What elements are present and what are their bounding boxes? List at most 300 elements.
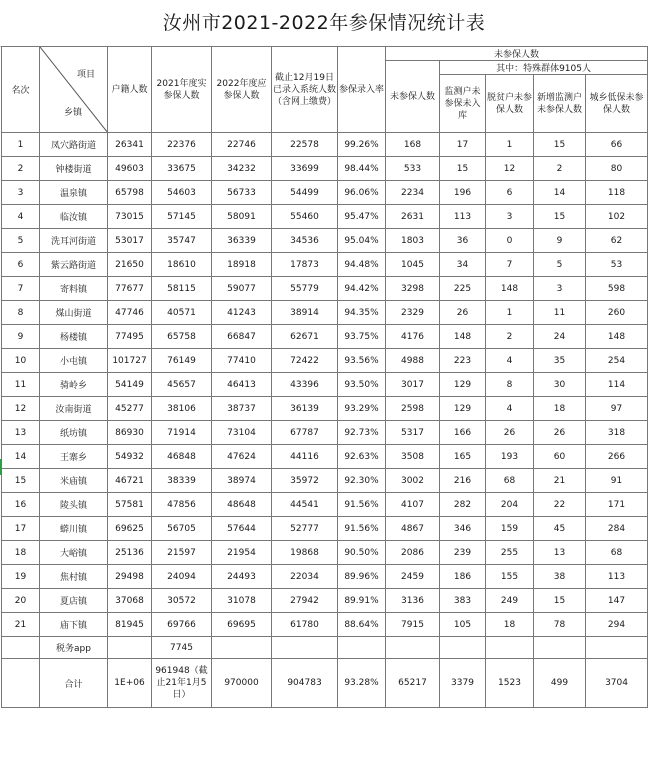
cell-rate: 93.50%: [338, 373, 386, 397]
cell-enrolled-2021: 38339: [152, 469, 212, 493]
cell-households: 29498: [108, 565, 152, 589]
total-poverty: 1523: [486, 659, 534, 708]
cell-rate: 91.56%: [338, 517, 386, 541]
table-row: [2, 397, 648, 421]
tax-row-blank: [338, 637, 386, 659]
cell-enrolled-2021: 18610: [152, 253, 212, 277]
total-new-monitor: 499: [534, 659, 586, 708]
cell-entered: 38914: [272, 301, 338, 325]
cell-rate: 94.35%: [338, 301, 386, 325]
cell-entered: 33699: [272, 157, 338, 181]
header-township: 乡镇: [64, 108, 83, 118]
cell-households: 69625: [108, 517, 152, 541]
cell-entered: 22034: [272, 565, 338, 589]
cell-entered: 52777: [272, 517, 338, 541]
cell-low-income: 91: [586, 469, 648, 493]
cell-new-monitor: 22: [534, 493, 586, 517]
table-row: [2, 493, 648, 517]
cell-low-income: 254: [586, 349, 648, 373]
cell-monitor: 36: [440, 229, 486, 253]
total-label: 合计: [40, 659, 108, 708]
cell-not-enrolled: 3298: [386, 277, 440, 301]
tax-row-blank: [212, 637, 272, 659]
cell-entered: 72422: [272, 349, 338, 373]
tax-row-blank: [586, 637, 648, 659]
cell-township: 陵头镇: [40, 493, 108, 517]
cell-enrolled-2021: 57145: [152, 205, 212, 229]
cell-new-monitor: 35: [534, 349, 586, 373]
cell-entered: 17873: [272, 253, 338, 277]
cell-enrolled-2021: 76149: [152, 349, 212, 373]
cell-new-monitor: 78: [534, 613, 586, 637]
cell-township: 夏店镇: [40, 589, 108, 613]
cell-not-enrolled: 533: [386, 157, 440, 181]
cell-low-income: 97: [586, 397, 648, 421]
cell-enrolled-2021: 30572: [152, 589, 212, 613]
cell-should-2022: 18918: [212, 253, 272, 277]
cell-township: 蟒川镇: [40, 517, 108, 541]
cell-monitor: 129: [440, 373, 486, 397]
table-row: [2, 613, 648, 637]
cell-poverty: 4: [486, 349, 534, 373]
table-row: [2, 253, 648, 277]
table-row: [2, 277, 648, 301]
tax-row-blank: [486, 637, 534, 659]
cell-rank: 3: [2, 181, 40, 205]
cell-new-monitor: 24: [534, 325, 586, 349]
cell-households: 45277: [108, 397, 152, 421]
cell-low-income: 118: [586, 181, 648, 205]
cell-poverty: 249: [486, 589, 534, 613]
cell-rank: 15: [2, 469, 40, 493]
cell-entered: 36139: [272, 397, 338, 421]
cell-monitor: 113: [440, 205, 486, 229]
cell-new-monitor: 15: [534, 589, 586, 613]
cell-new-monitor: 26: [534, 421, 586, 445]
table-row: [2, 589, 648, 613]
cell-should-2022: 38974: [212, 469, 272, 493]
cell-township: 焦村镇: [40, 565, 108, 589]
cell-township: 紫云路街道: [40, 253, 108, 277]
table-row: [2, 373, 648, 397]
header-special-note: 其中：特殊群体9105人: [440, 61, 648, 75]
cell-rate: 98.44%: [338, 157, 386, 181]
cell-entered: 34536: [272, 229, 338, 253]
cell-rank: 17: [2, 517, 40, 541]
cell-not-enrolled: 4176: [386, 325, 440, 349]
cell-poverty: 204: [486, 493, 534, 517]
cell-poverty: 193: [486, 445, 534, 469]
cell-entered: 22578: [272, 133, 338, 157]
cell-enrolled-2021: 21597: [152, 541, 212, 565]
cell-monitor: 166: [440, 421, 486, 445]
cell-households: 49603: [108, 157, 152, 181]
cell-low-income: 171: [586, 493, 648, 517]
table-row: [2, 565, 648, 589]
cell-entered: 67787: [272, 421, 338, 445]
cell-rank: 12: [2, 397, 40, 421]
header-rate: 参保录入率: [338, 47, 386, 133]
cell-should-2022: 58091: [212, 205, 272, 229]
cell-poverty: 1: [486, 301, 534, 325]
cell-rank: 21: [2, 613, 40, 637]
table-row: [2, 349, 648, 373]
cell-poverty: 155: [486, 565, 534, 589]
cell-should-2022: 66847: [212, 325, 272, 349]
cell-low-income: 80: [586, 157, 648, 181]
cell-should-2022: 69695: [212, 613, 272, 637]
header-enrolled-2021: 2021年度实参保人数: [152, 47, 212, 133]
cell-monitor: 34: [440, 253, 486, 277]
cell-should-2022: 38737: [212, 397, 272, 421]
header-should-2022: 2022年度应参保人数: [212, 47, 272, 133]
cell-township: 王寨乡: [40, 445, 108, 469]
cell-township: 骑岭乡: [40, 373, 108, 397]
table-row: [2, 229, 648, 253]
cell-households: 46721: [108, 469, 152, 493]
cell-enrolled-2021: 47856: [152, 493, 212, 517]
header-monitor: 监测户未参保未入库: [440, 75, 486, 133]
cell-low-income: 284: [586, 517, 648, 541]
cell-households: 77677: [108, 277, 152, 301]
cell-should-2022: 48648: [212, 493, 272, 517]
cell-new-monitor: 38: [534, 565, 586, 589]
cell-should-2022: 34232: [212, 157, 272, 181]
cell-enrolled-2021: 71914: [152, 421, 212, 445]
cell-township: 汝南街道: [40, 397, 108, 421]
header-diagonal-cell: [40, 47, 108, 133]
cell-households: 47746: [108, 301, 152, 325]
header-entered-system: 截止12月19日已录入系统人数（含网上缴费）: [272, 47, 338, 133]
cell-township: 大峪镇: [40, 541, 108, 565]
header-rank: 名次: [2, 47, 40, 133]
cell-rank: 13: [2, 421, 40, 445]
cell-not-enrolled: 2329: [386, 301, 440, 325]
cell-rank: 11: [2, 373, 40, 397]
cell-monitor: 186: [440, 565, 486, 589]
cell-households: 53017: [108, 229, 152, 253]
header-low-income: 城乡低保未参保人数: [586, 75, 648, 133]
cell-not-enrolled: 2459: [386, 565, 440, 589]
cell-poverty: 4: [486, 397, 534, 421]
cell-monitor: 148: [440, 325, 486, 349]
cell-township: 临汝镇: [40, 205, 108, 229]
cell-rate: 89.91%: [338, 589, 386, 613]
cell-new-monitor: 11: [534, 301, 586, 325]
cell-rate: 93.56%: [338, 349, 386, 373]
cell-rate: 94.48%: [338, 253, 386, 277]
cell-households: 21650: [108, 253, 152, 277]
table-row: [2, 133, 648, 157]
cell-not-enrolled: 168: [386, 133, 440, 157]
cell-new-monitor: 2: [534, 157, 586, 181]
cell-rank: 10: [2, 349, 40, 373]
cell-township: 小屯镇: [40, 349, 108, 373]
cell-monitor: 383: [440, 589, 486, 613]
cell-should-2022: 46413: [212, 373, 272, 397]
table-row: [2, 301, 648, 325]
cell-should-2022: 47624: [212, 445, 272, 469]
cell-enrolled-2021: 24094: [152, 565, 212, 589]
cell-township: 凤穴路街道: [40, 133, 108, 157]
table-row: [2, 541, 648, 565]
cell-not-enrolled: 2631: [386, 205, 440, 229]
total-monitor: 3379: [440, 659, 486, 708]
cell-households: 54149: [108, 373, 152, 397]
cell-rank: 19: [2, 565, 40, 589]
cell-rank: 20: [2, 589, 40, 613]
header-poverty: 脱贫户未参保人数: [486, 75, 534, 133]
cell-rate: 88.64%: [338, 613, 386, 637]
total-rate: 93.28%: [338, 659, 386, 708]
cell-poverty: 6: [486, 181, 534, 205]
cell-not-enrolled: 3017: [386, 373, 440, 397]
cell-monitor: 223: [440, 349, 486, 373]
cell-entered: 44541: [272, 493, 338, 517]
cell-rank: 1: [2, 133, 40, 157]
cell-rate: 92.63%: [338, 445, 386, 469]
cell-rank: 9: [2, 325, 40, 349]
cell-monitor: 17: [440, 133, 486, 157]
cell-new-monitor: 18: [534, 397, 586, 421]
total-households: 1E+06: [108, 659, 152, 708]
cell-households: 81945: [108, 613, 152, 637]
cell-poverty: 255: [486, 541, 534, 565]
cell-entered: 55460: [272, 205, 338, 229]
tax-row-value: 7745: [152, 637, 212, 659]
cell-households: 54932: [108, 445, 152, 469]
tax-row-label: 税务app: [40, 637, 108, 659]
cell-entered: 55779: [272, 277, 338, 301]
cell-entered: 44116: [272, 445, 338, 469]
header-not-enrolled: 未参保人数: [386, 61, 440, 133]
cell-monitor: 216: [440, 469, 486, 493]
cell-monitor: 165: [440, 445, 486, 469]
cell-township: 寄料镇: [40, 277, 108, 301]
cell-should-2022: 77410: [212, 349, 272, 373]
cell-poverty: 0: [486, 229, 534, 253]
cell-enrolled-2021: 22376: [152, 133, 212, 157]
cell-households: 73015: [108, 205, 152, 229]
cell-should-2022: 21954: [212, 541, 272, 565]
cell-households: 37068: [108, 589, 152, 613]
cell-rate: 96.06%: [338, 181, 386, 205]
cell-enrolled-2021: 58115: [152, 277, 212, 301]
cell-enrolled-2021: 69766: [152, 613, 212, 637]
cell-monitor: 26: [440, 301, 486, 325]
cell-new-monitor: 3: [534, 277, 586, 301]
cell-rate: 90.50%: [338, 541, 386, 565]
header-households: 户籍人数: [108, 47, 152, 133]
cell-entered: 27942: [272, 589, 338, 613]
cell-new-monitor: 15: [534, 205, 586, 229]
tax-row-blank: [534, 637, 586, 659]
tax-row-blank: [386, 637, 440, 659]
cell-should-2022: 22746: [212, 133, 272, 157]
cell-low-income: 148: [586, 325, 648, 349]
cell-poverty: 1: [486, 133, 534, 157]
cell-new-monitor: 30: [534, 373, 586, 397]
cell-monitor: 129: [440, 397, 486, 421]
cell-monitor: 15: [440, 157, 486, 181]
cell-households: 65798: [108, 181, 152, 205]
cell-enrolled-2021: 54603: [152, 181, 212, 205]
cell-low-income: 147: [586, 589, 648, 613]
table-row: [2, 157, 648, 181]
row-selection-marker: [0, 459, 2, 475]
cell-township: 温泉镇: [40, 181, 108, 205]
cell-enrolled-2021: 35747: [152, 229, 212, 253]
cell-monitor: 282: [440, 493, 486, 517]
cell-households: 25136: [108, 541, 152, 565]
cell-rank: 8: [2, 301, 40, 325]
cell-should-2022: 41243: [212, 301, 272, 325]
cell-township: 庙下镇: [40, 613, 108, 637]
cell-rank: 14: [2, 445, 40, 469]
cell-new-monitor: 45: [534, 517, 586, 541]
cell-low-income: 113: [586, 565, 648, 589]
diagonal-line: [40, 47, 108, 133]
cell-should-2022: 59077: [212, 277, 272, 301]
cell-rate: 91.56%: [338, 493, 386, 517]
cell-enrolled-2021: 45657: [152, 373, 212, 397]
table-body: [2, 133, 648, 637]
cell-new-monitor: 15: [534, 133, 586, 157]
cell-rate: 95.04%: [338, 229, 386, 253]
tax-row-blank: [2, 637, 40, 659]
tax-row-blank: [108, 637, 152, 659]
cell-rate: 99.26%: [338, 133, 386, 157]
cell-poverty: 26: [486, 421, 534, 445]
total-should-2022: 970000: [212, 659, 272, 708]
cell-should-2022: 24493: [212, 565, 272, 589]
cell-rank: 2: [2, 157, 40, 181]
cell-low-income: 53: [586, 253, 648, 277]
cell-enrolled-2021: 56705: [152, 517, 212, 541]
cell-low-income: 260: [586, 301, 648, 325]
cell-low-income: 266: [586, 445, 648, 469]
cell-rate: 93.75%: [338, 325, 386, 349]
cell-monitor: 239: [440, 541, 486, 565]
cell-rank: 6: [2, 253, 40, 277]
cell-entered: 61780: [272, 613, 338, 637]
cell-new-monitor: 14: [534, 181, 586, 205]
cell-rank: 4: [2, 205, 40, 229]
cell-not-enrolled: 1045: [386, 253, 440, 277]
cell-not-enrolled: 3002: [386, 469, 440, 493]
cell-households: 101727: [108, 349, 152, 373]
cell-monitor: 196: [440, 181, 486, 205]
cell-township: 煤山街道: [40, 301, 108, 325]
header-not-enrolled-group: 未参保人数: [386, 47, 648, 61]
cell-not-enrolled: 4988: [386, 349, 440, 373]
cell-rate: 95.47%: [338, 205, 386, 229]
cell-enrolled-2021: 38106: [152, 397, 212, 421]
cell-households: 57581: [108, 493, 152, 517]
header-item: 项目: [76, 70, 95, 80]
cell-township: 钟楼街道: [40, 157, 108, 181]
cell-poverty: 148: [486, 277, 534, 301]
cell-enrolled-2021: 65758: [152, 325, 212, 349]
cell-households: 86930: [108, 421, 152, 445]
total-row-blank: [2, 659, 40, 708]
cell-rate: 93.29%: [338, 397, 386, 421]
cell-entered: 62671: [272, 325, 338, 349]
cell-low-income: 294: [586, 613, 648, 637]
cell-low-income: 66: [586, 133, 648, 157]
cell-new-monitor: 5: [534, 253, 586, 277]
cell-poverty: 7: [486, 253, 534, 277]
cell-not-enrolled: 4867: [386, 517, 440, 541]
cell-rate: 92.73%: [338, 421, 386, 445]
cell-not-enrolled: 5317: [386, 421, 440, 445]
table-row: [2, 517, 648, 541]
total-entered: 904783: [272, 659, 338, 708]
tax-row-blank: [440, 637, 486, 659]
cell-new-monitor: 60: [534, 445, 586, 469]
cell-township: 米庙镇: [40, 469, 108, 493]
table-row: [2, 445, 648, 469]
cell-new-monitor: 21: [534, 469, 586, 493]
cell-poverty: 2: [486, 325, 534, 349]
cell-low-income: 62: [586, 229, 648, 253]
cell-should-2022: 31078: [212, 589, 272, 613]
cell-poverty: 12: [486, 157, 534, 181]
cell-monitor: 105: [440, 613, 486, 637]
cell-entered: 35972: [272, 469, 338, 493]
table-row: [2, 181, 648, 205]
cell-township: 杨楼镇: [40, 325, 108, 349]
cell-rate: 94.42%: [338, 277, 386, 301]
cell-not-enrolled: 7915: [386, 613, 440, 637]
cell-rate: 89.96%: [338, 565, 386, 589]
cell-should-2022: 36339: [212, 229, 272, 253]
cell-township: 纸坊镇: [40, 421, 108, 445]
enrollment-table: [1, 46, 648, 708]
cell-monitor: 346: [440, 517, 486, 541]
cell-not-enrolled: 2086: [386, 541, 440, 565]
cell-rate: 92.30%: [338, 469, 386, 493]
cell-not-enrolled: 3508: [386, 445, 440, 469]
table-row: [2, 469, 648, 493]
cell-households: 26341: [108, 133, 152, 157]
table-row: [2, 421, 648, 445]
total-not-enrolled: 65217: [386, 659, 440, 708]
cell-enrolled-2021: 46848: [152, 445, 212, 469]
cell-rank: 18: [2, 541, 40, 565]
cell-entered: 43396: [272, 373, 338, 397]
cell-low-income: 102: [586, 205, 648, 229]
cell-new-monitor: 13: [534, 541, 586, 565]
cell-entered: 54499: [272, 181, 338, 205]
table-row: [2, 325, 648, 349]
cell-should-2022: 56733: [212, 181, 272, 205]
cell-monitor: 225: [440, 277, 486, 301]
cell-entered: 19868: [272, 541, 338, 565]
cell-not-enrolled: 4107: [386, 493, 440, 517]
table-row: [2, 205, 648, 229]
cell-households: 77495: [108, 325, 152, 349]
cell-should-2022: 73104: [212, 421, 272, 445]
tax-row-blank: [272, 637, 338, 659]
total-low-income: 3704: [586, 659, 648, 708]
header-new-monitor: 新增监测户未参保人数: [534, 75, 586, 133]
cell-new-monitor: 9: [534, 229, 586, 253]
cell-not-enrolled: 3136: [386, 589, 440, 613]
cell-poverty: 8: [486, 373, 534, 397]
cell-low-income: 68: [586, 541, 648, 565]
cell-enrolled-2021: 40571: [152, 301, 212, 325]
